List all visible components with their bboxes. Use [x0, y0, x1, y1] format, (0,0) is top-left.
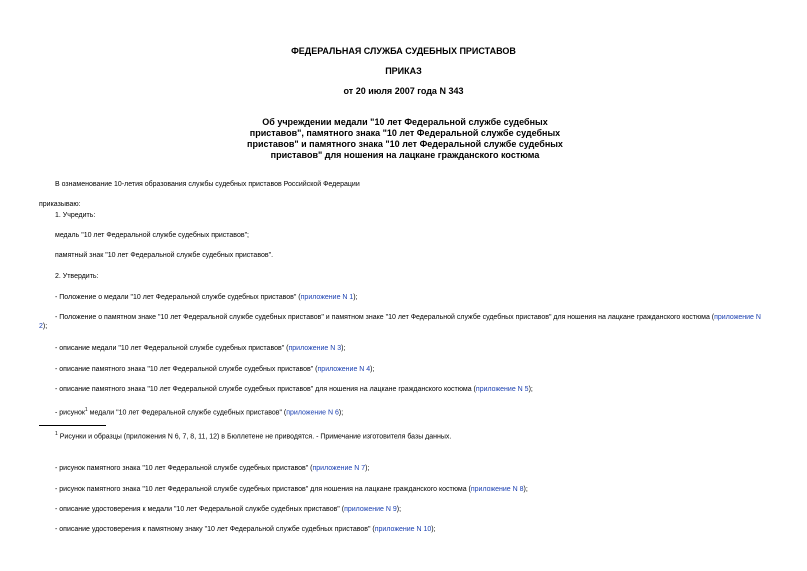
appendix-link[interactable]: приложение N 10: [374, 526, 432, 533]
appendix-link[interactable]: приложение N 5: [475, 386, 529, 393]
order-word: приказываю:: [39, 201, 81, 208]
list-item: - рисунок$^1$ медали "10 лет Федеральной службе судебных приставов" (приложение N 6);: [55, 407, 344, 417]
list-item: - рисунок памятного знака "10 лет Федеральной службе судебных приставов" для ношения на лацкане гражданского костюма (приложение N 8);: [55, 486, 528, 493]
appendix-link[interactable]: приложение N 3: [288, 345, 342, 352]
list-item: - Положение о медали "10 лет Федеральной службе судебных приставов" (приложение N 1);: [55, 294, 358, 301]
appendix-link[interactable]: приложение N 7: [312, 465, 366, 472]
list-item: - описание памятного знака "10 лет Федеральной службе судебных приставов" для ношения на лацкане гражданского костюма (приложение N 5);: [55, 386, 533, 393]
footnote-mark: 1: [55, 431, 58, 437]
appendix-link[interactable]: приложение N 9: [344, 506, 397, 513]
title-line: приставов", памятного знака "10 лет Федеральной службе судебных: [249, 128, 561, 138]
list-item: - описание памятного знака "10 лет Федеральной службе судебных приставов" (приложение N 4);: [55, 366, 375, 373]
appendix-link[interactable]: приложение N 8: [470, 486, 524, 493]
preamble: В ознаменование 10-летия образования службы судебных приставов Российской Федерации: [55, 181, 360, 188]
footnote: $^1$ Рисунки и образцы (приложения N 6, 7, 8, 11, 12) в Бюллетене не приводятся. - Примечание изготовителя базы данных.: [55, 431, 452, 441]
appendix-link[interactable]: приложение N 4: [317, 366, 371, 373]
title-line: приставов" для ношения на лацкане гражданского костюма: [270, 150, 540, 160]
document-title: [230, 117, 580, 161]
title-line: приставов" и памятного знака "10 лет Федеральной службе судебных: [247, 139, 563, 149]
item-1: 1. Учредить:: [55, 212, 96, 219]
agency-heading: ФЕДЕРАЛЬНАЯ СЛУЖБА СУДЕБНЫХ ПРИСТАВОВ: [291, 46, 516, 56]
item-2: 2. Утвердить:: [55, 273, 99, 280]
footnote-separator: [39, 425, 106, 426]
list-item: - Положение о памятном знаке "10 лет Федеральной службе судебных приставов" и памятном знаке "10 лет Федеральной службе судебных приставов" для ношения на лацкане гражданского костюма (приложение N 2);: [39, 314, 761, 330]
appendix-link[interactable]: приложение N 2: [39, 314, 761, 330]
list-item: - описание медали "10 лет Федеральной службе судебных приставов" (приложение N 3);: [55, 345, 346, 352]
footnote-ref: 1: [84, 407, 88, 413]
establish-sign: памятный знак "10 лет Федеральной службе судебных приставов".: [55, 252, 274, 259]
establish-medal: медаль "10 лет Федеральной службе судебных приставов";: [55, 232, 249, 239]
list-item: - описание удостоверения к медали "10 лет Федеральной службе судебных приставов" (приложение N 9);: [55, 506, 402, 513]
title-line: Об учреждении медали "10 лет Федеральной службе судебных: [262, 117, 548, 127]
appendix-link[interactable]: приложение N 1: [300, 294, 354, 301]
document-date-number: от 20 июля 2007 года N 343: [343, 86, 464, 96]
document-type: ПРИКАЗ: [385, 66, 422, 76]
list-item: - рисунок памятного знака "10 лет Федеральной службе судебных приставов" (приложение N 7);: [55, 465, 370, 472]
appendix-link[interactable]: приложение N 6: [286, 409, 339, 417]
list-item: - описание удостоверения к памятному знаку "10 лет Федеральной службе судебных приставов" (приложение N 10);: [55, 526, 436, 533]
